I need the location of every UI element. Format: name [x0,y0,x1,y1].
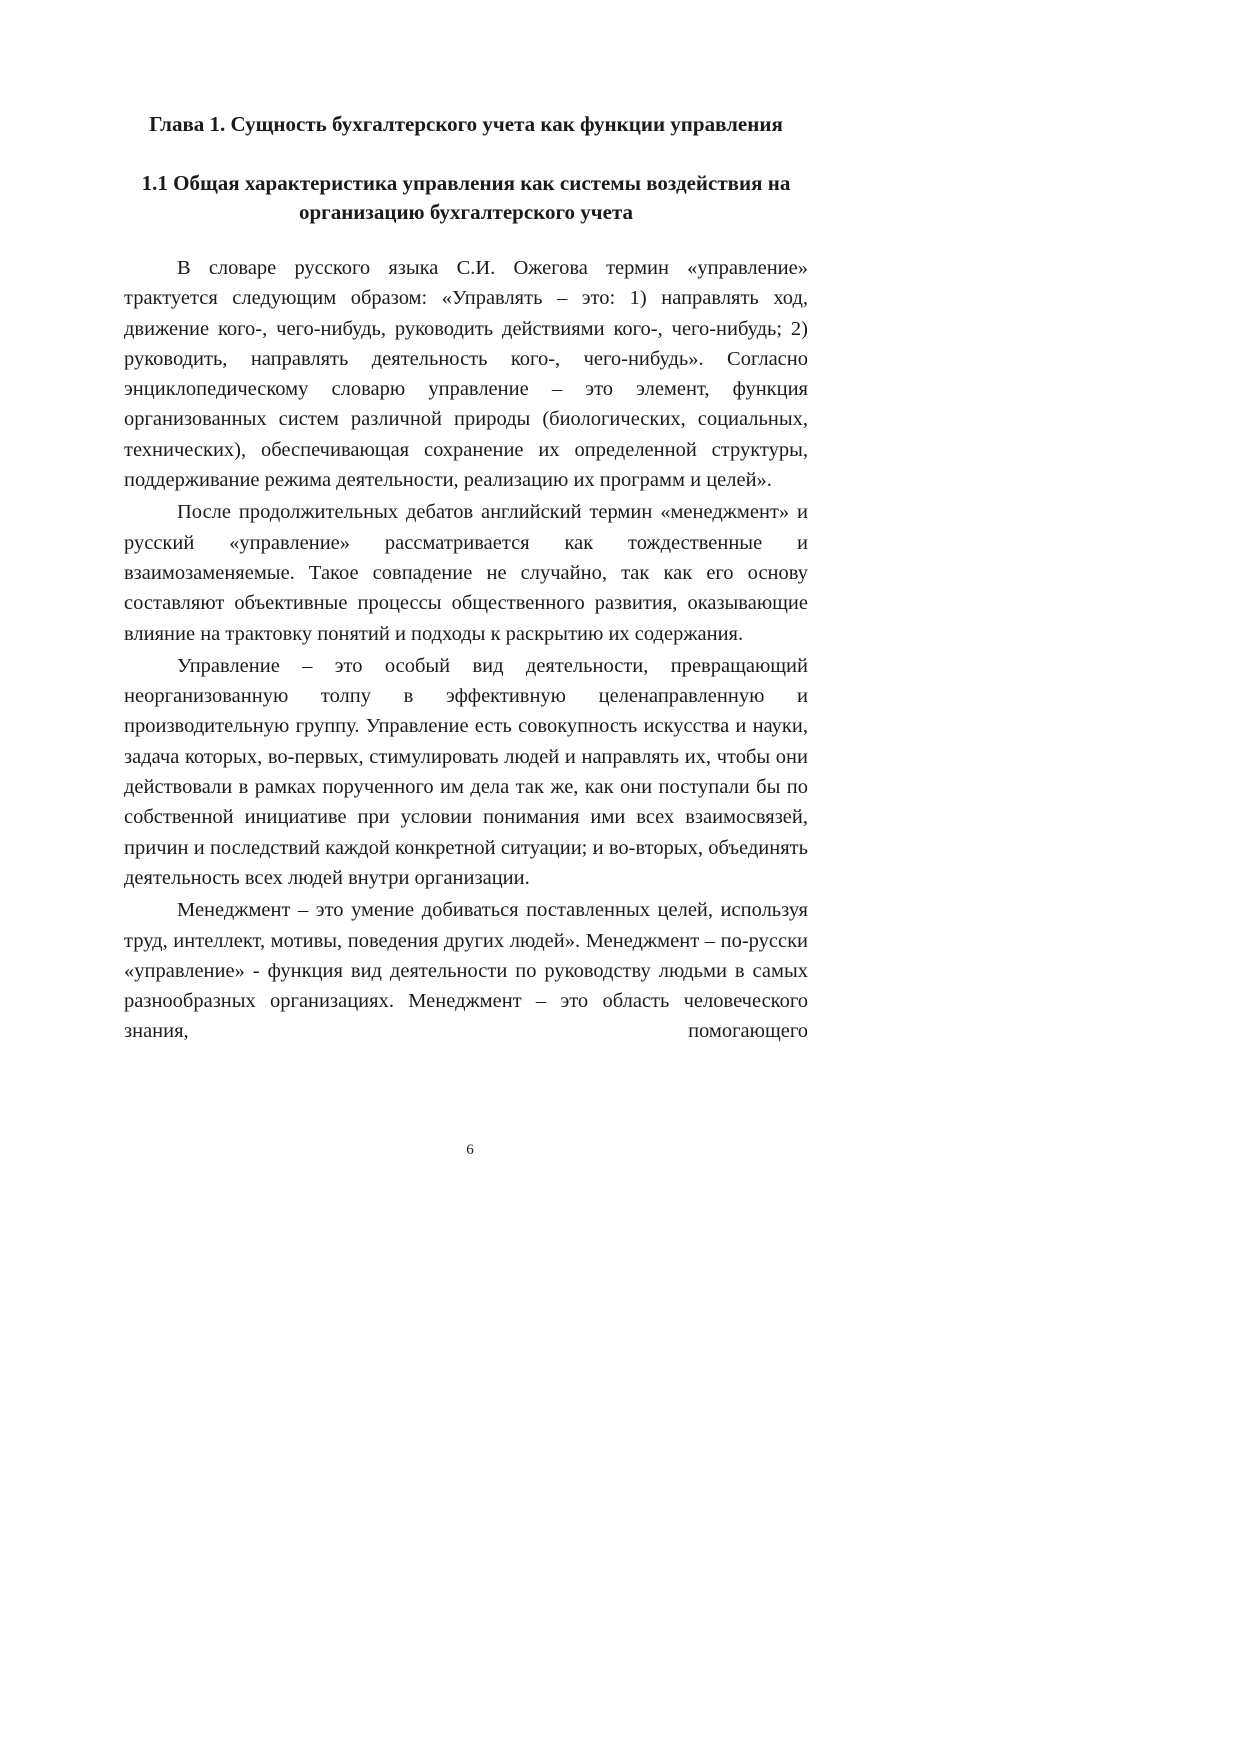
section-title: 1.1 Общая характеристика управления как системы воздействия на организацию бухгалтерского учета [141,171,791,224]
paragraph: После продолжительных дебатов английский термин «менеджмент» и русский «управление» рассматривается как тождественные и взаимозаменяемые. Такое совпадение не случайно, так как его основу составляют объективные процессы общественного развития, оказывающие влияние на трактовку понятий и подходы к раскрытию их содержания. [124,501,808,645]
chapter-title: Глава 1. Сущность бухгалтерского учета как функции управления [149,112,783,136]
page-number: 6 [466,1142,474,1158]
paragraph: Управление – это особый вид деятельности, превращающий неорганизованную толпу в эффективную целенаправленную и производительную группу. Управление есть совокупность искусства и науки, задача которых, во-первых, стимулировать людей и направлять их, чтобы они действовали в рамках порученного им дела так же, как они поступали бы по собственной инициативе при условии понимания ими всех взаимосвязей, причин и последствий каждой конкретной ситуации; и во-вторых, объединять деятельность всех людей внутри организации. [124,654,808,889]
document-body [124,253,808,1047]
document-page [124,110,808,1049]
paragraph: Менеджмент – это умение добиваться поставленных целей, используя труд, интеллект, мотивы, поведения других людей». Менеджмент – по-русски «управление» - функция вид деятельности по руководству людьми в самых разнообразных организациях. Менеджмент – это область человеческого знания, помогающего [124,899,808,1043]
paragraph: В словаре русского языка С.И. Ожегова термин «управление» трактуется следующим образом: «Управлять – это: 1) направлять ход, движение кого-, чего-нибудь, руководить действиями кого-, чего-нибудь; 2) руководить, направлять деятельность кого-, чего-нибудь». Согласно энциклопедическому словарю управление – это элемент, функция организованных систем различной природы (биологических, социальных, технических), обеспечивающая сохранение их определенной структуры, поддерживание режима деятельности, реализацию их программ и целей». [124,257,808,492]
